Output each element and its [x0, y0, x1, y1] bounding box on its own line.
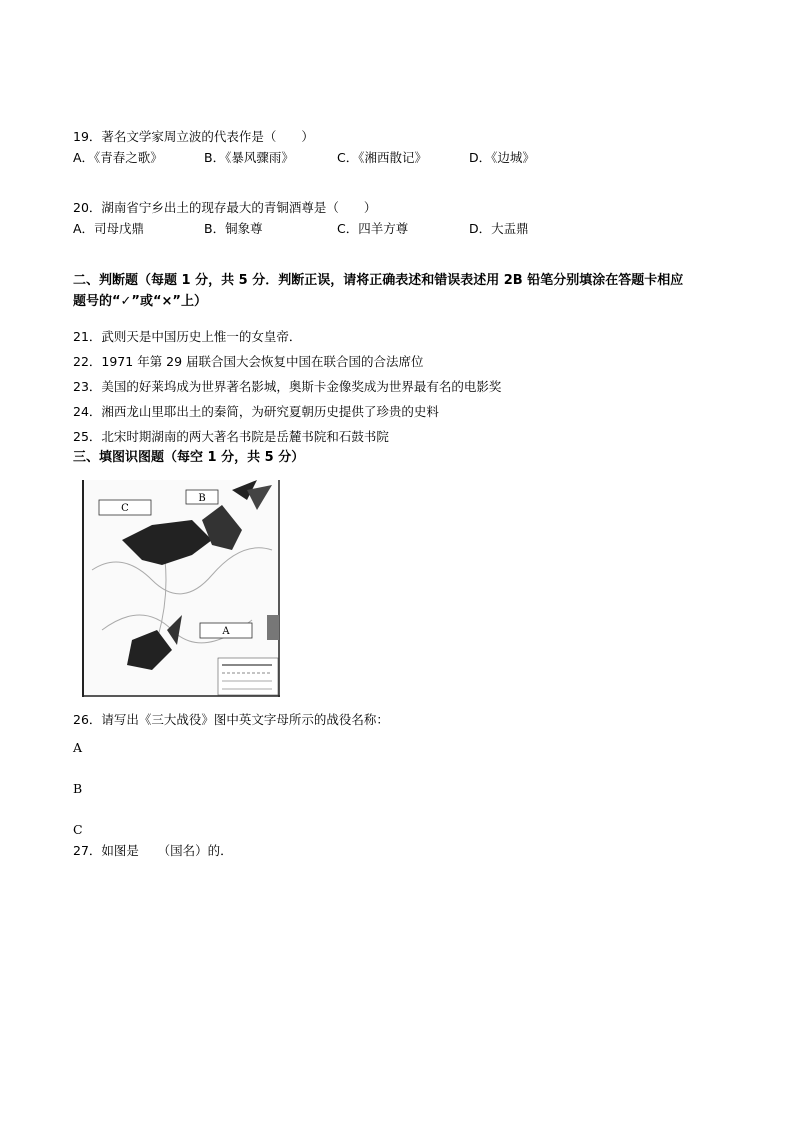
map-label-a [200, 623, 252, 638]
answer-c-label: C [73, 822, 83, 837]
section-2-heading: 二、判断题（每题 1 分，共 5 分．判断正误，请将正确表述和错误表述用 2B 铅笔分别填涂在答题卡相应 [73, 273, 684, 288]
answer-b-label: B [73, 781, 83, 796]
judgement-item: 25．北宋时期湖南的两大著名书院是岳麓书院和石鼓书院 [73, 429, 389, 444]
map-label-c [99, 500, 151, 515]
svg-text:B: B [198, 493, 206, 504]
question-20-stem: 20．湖南省宁乡出土的现存最大的青铜酒尊是（ ） [73, 200, 377, 215]
judgement-item: 24．湘西龙山里耶出土的秦简，为研究夏朝历史提供了珍贵的史料 [73, 404, 439, 419]
answer-a-label: A [73, 740, 83, 755]
option-d: D．《边城》 [469, 150, 535, 165]
question-27: 27．如图是 （国名）的． [73, 843, 233, 858]
option-b: B．铜象尊 [204, 221, 263, 236]
question-26: 26．请写出《三大战役》图中英文字母所示的战役名称： [73, 712, 389, 727]
three-campaigns-map [82, 480, 280, 697]
svg-text:C: C [121, 503, 129, 514]
question-19-stem: 19．著名文学家周立波的代表作是（ ） [73, 129, 314, 144]
section-2-heading-cont: 题号的“✓”或“×”上） [73, 294, 207, 309]
option-a: A．司母戊鼎 [73, 221, 145, 236]
map-legend [218, 658, 278, 695]
map-image [82, 480, 280, 697]
option-d: D．大盂鼎 [469, 221, 529, 236]
judgement-item: 23．美国的好莱坞成为世界著名影城，奥斯卡金像奖成为世界最有名的电影奖 [73, 379, 502, 394]
section-3-heading: 三、填图识图题（每空 1 分，共 5 分） [73, 450, 305, 465]
map-label-b [186, 490, 218, 504]
option-a: A．《青春之歌》 [73, 150, 163, 165]
option-c: C．四羊方尊 [337, 221, 409, 236]
judgement-item: 21．武则天是中国历史上惟一的女皇帝． [73, 329, 302, 344]
judgement-item: 22．1971 年第 29 届联合国大会恢复中国在联合国的合法席位 [73, 354, 424, 369]
svg-text:A: A [222, 626, 230, 637]
option-c: C．《湘西散记》 [337, 150, 427, 165]
option-b: B．《暴风骤雨》 [204, 150, 294, 165]
